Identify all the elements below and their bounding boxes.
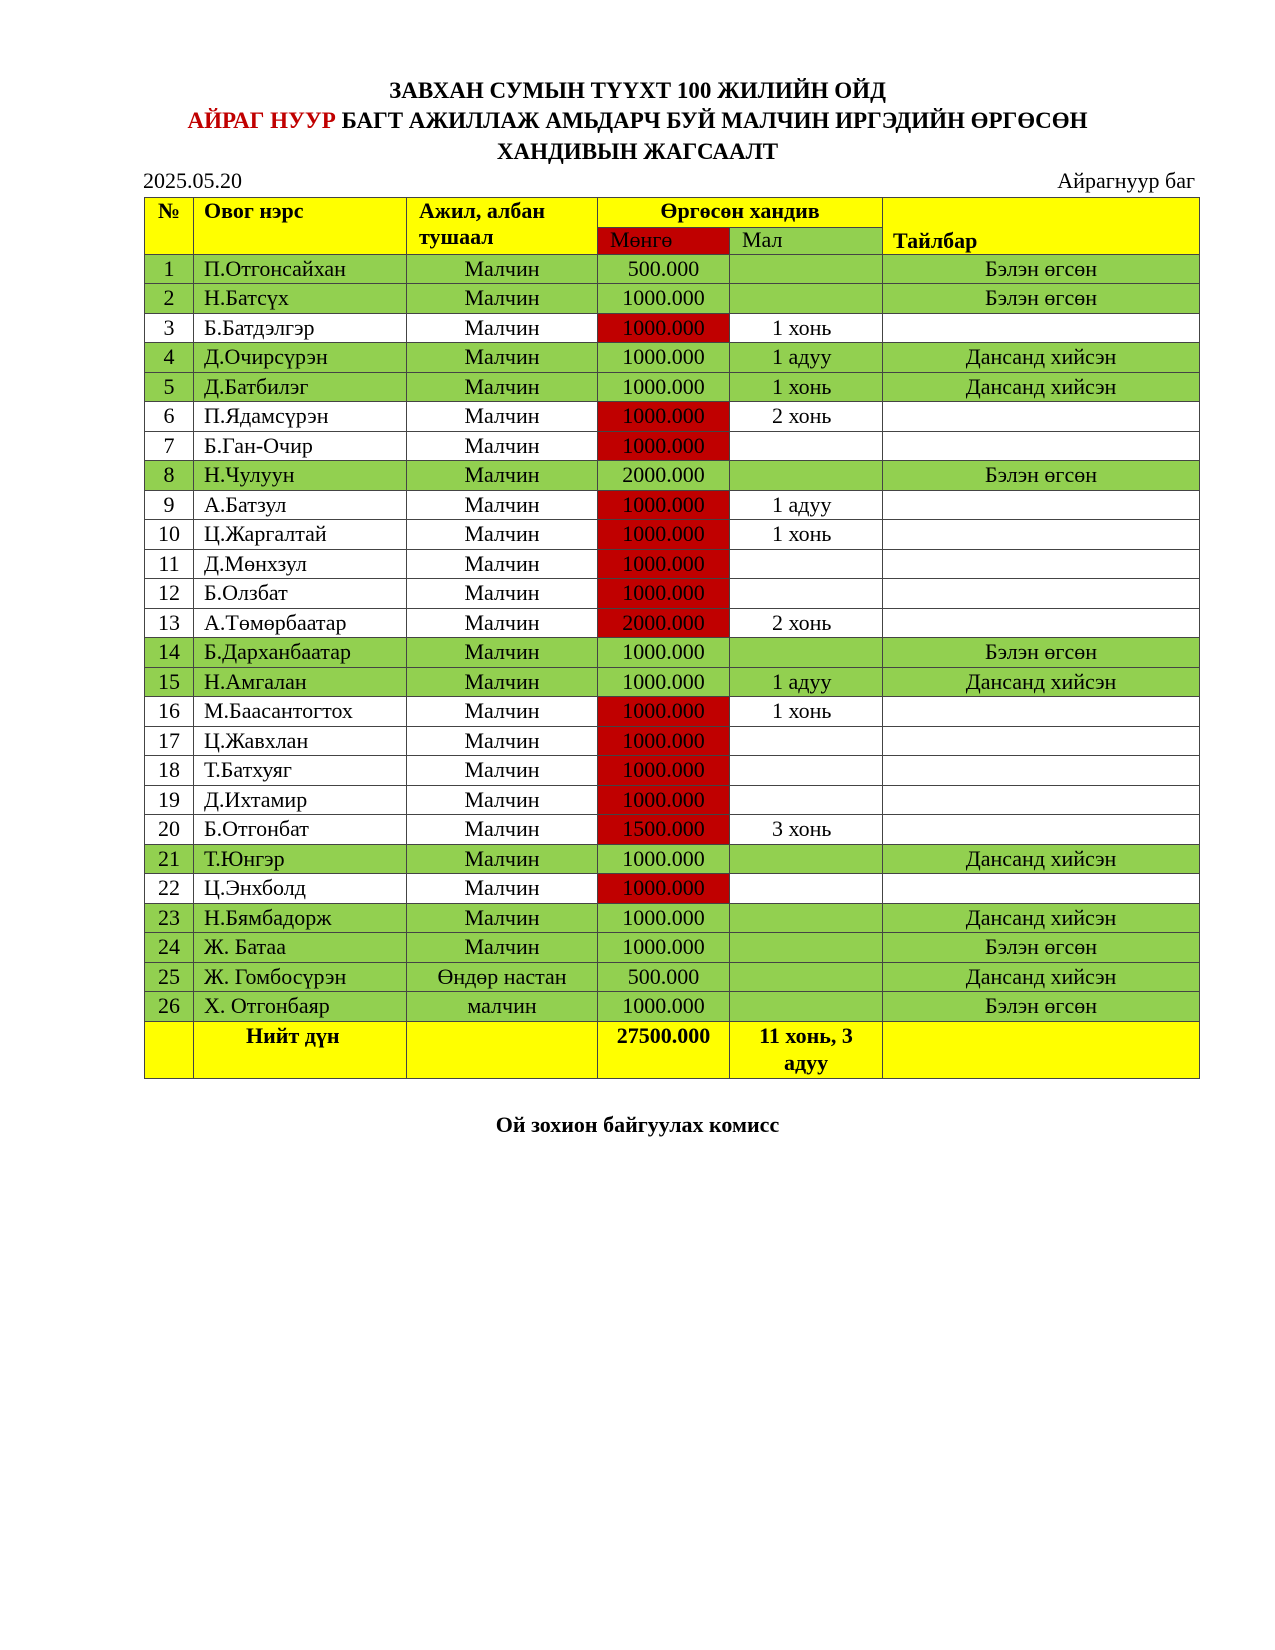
row-livestock [730, 549, 883, 579]
row-job: Малчин [407, 579, 598, 609]
row-money: 1000.000 [598, 431, 730, 461]
total-note-empty [883, 1021, 1200, 1078]
row-num: 21 [145, 844, 194, 874]
row-note: Бэлэн өгсөн [883, 992, 1200, 1022]
row-job: Малчин [407, 313, 598, 343]
row-money: 1000.000 [598, 933, 730, 963]
row-livestock: 1 адуу [730, 490, 883, 520]
row-num: 9 [145, 490, 194, 520]
row-money: 1000.000 [598, 490, 730, 520]
row-money: 1000.000 [598, 726, 730, 756]
row-job: Малчин [407, 933, 598, 963]
row-note [883, 785, 1200, 815]
row-livestock: 1 хонь [730, 697, 883, 727]
row-name: Б.Батдэлгэр [194, 313, 407, 343]
row-note: Дансанд хийсэн [883, 962, 1200, 992]
row-name: Б.Олзбат [194, 579, 407, 609]
row-name: А.Батзул [194, 490, 407, 520]
row-num: 6 [145, 402, 194, 432]
row-note: Бэлэн өгсөн [883, 638, 1200, 668]
row-name: Ц.Жавхлан [194, 726, 407, 756]
row-note: Дансанд хийсэн [883, 343, 1200, 373]
header-donation: Өргөсөн хандив [598, 198, 883, 228]
table-row [145, 254, 1200, 284]
table-row [145, 608, 1200, 638]
row-note [883, 726, 1200, 756]
title-highlight: АЙРАГ НУУР [187, 108, 336, 133]
row-money: 1000.000 [598, 313, 730, 343]
row-money: 1000.000 [598, 372, 730, 402]
header-row-1 [145, 198, 1200, 228]
row-livestock [730, 284, 883, 314]
table-row [145, 431, 1200, 461]
row-job: Малчин [407, 785, 598, 815]
table-row [145, 903, 1200, 933]
table-row [145, 343, 1200, 373]
row-note [883, 756, 1200, 786]
row-num: 14 [145, 638, 194, 668]
row-job: Өндөр настан [407, 962, 598, 992]
row-livestock [730, 756, 883, 786]
row-note [883, 579, 1200, 609]
row-num: 12 [145, 579, 194, 609]
row-num: 19 [145, 785, 194, 815]
row-job: Малчин [407, 402, 598, 432]
row-num: 5 [145, 372, 194, 402]
table-row [145, 579, 1200, 609]
row-num: 15 [145, 667, 194, 697]
row-name: Б.Дарханбаатар [194, 638, 407, 668]
row-name: Н.Чулуун [194, 461, 407, 491]
row-note: Дансанд хийсэн [883, 372, 1200, 402]
row-livestock [730, 962, 883, 992]
title-line-3: ХАНДИВЫН ЖАГСААЛТ [496, 139, 779, 164]
document-date: 2025.05.20 [143, 168, 242, 193]
row-note: Дансанд хийсэн [883, 844, 1200, 874]
table-row [145, 313, 1200, 343]
total-num-empty [145, 1021, 194, 1078]
row-name: П.Отгонсайхан [194, 254, 407, 284]
row-money: 500.000 [598, 254, 730, 284]
table-row [145, 874, 1200, 904]
table-row [145, 667, 1200, 697]
row-livestock: 1 хонь [730, 372, 883, 402]
row-money: 2000.000 [598, 608, 730, 638]
row-money: 1000.000 [598, 579, 730, 609]
header-money: Мөнгө [598, 227, 730, 254]
row-num: 22 [145, 874, 194, 904]
row-note [883, 608, 1200, 638]
row-livestock [730, 461, 883, 491]
row-num: 16 [145, 697, 194, 727]
row-job: Малчин [407, 667, 598, 697]
row-name: А.Төмөрбаатар [194, 608, 407, 638]
row-money: 1000.000 [598, 402, 730, 432]
table-row [145, 756, 1200, 786]
header-job: Ажил, албан тушаал [407, 198, 598, 255]
row-name: Ц.Энхболд [194, 874, 407, 904]
row-livestock: 1 хонь [730, 520, 883, 550]
row-name: Ж. Батаа [194, 933, 407, 963]
row-name: Х. Отгонбаяр [194, 992, 407, 1022]
row-livestock [730, 903, 883, 933]
row-note [883, 874, 1200, 904]
row-job: Малчин [407, 343, 598, 373]
row-livestock: 2 хонь [730, 402, 883, 432]
table-row [145, 461, 1200, 491]
row-money: 1000.000 [598, 520, 730, 550]
row-note [883, 815, 1200, 845]
row-livestock [730, 933, 883, 963]
row-num: 11 [145, 549, 194, 579]
row-job: Малчин [407, 549, 598, 579]
row-note: Бэлэн өгсөн [883, 461, 1200, 491]
table-row [145, 402, 1200, 432]
row-money: 1000.000 [598, 697, 730, 727]
row-money: 1000.000 [598, 343, 730, 373]
table-row [145, 638, 1200, 668]
row-money: 1000.000 [598, 874, 730, 904]
row-name: Т.Юнгэр [194, 844, 407, 874]
header-num: № [145, 198, 194, 255]
row-job: Малчин [407, 461, 598, 491]
row-job: Малчин [407, 254, 598, 284]
row-job: Малчин [407, 284, 598, 314]
table-row [145, 933, 1200, 963]
row-name: Д.Мөнхзул [194, 549, 407, 579]
row-job: Малчин [407, 490, 598, 520]
table-row [145, 785, 1200, 815]
row-livestock: 3 хонь [730, 815, 883, 845]
row-num: 13 [145, 608, 194, 638]
document-place: Айрагнуур баг [1057, 168, 1195, 193]
row-livestock [730, 638, 883, 668]
header-livestock: Мал [730, 227, 883, 254]
row-money: 1500.000 [598, 815, 730, 845]
row-name: Т.Батхуяг [194, 756, 407, 786]
row-name: П.Ядамсүрэн [194, 402, 407, 432]
table-row [145, 697, 1200, 727]
total-row [145, 1021, 1200, 1078]
table-row [145, 490, 1200, 520]
total-livestock: 11 хонь, 3 адуу [730, 1021, 883, 1078]
row-num: 10 [145, 520, 194, 550]
row-livestock [730, 431, 883, 461]
row-livestock [730, 785, 883, 815]
row-num: 4 [145, 343, 194, 373]
total-job-empty [407, 1021, 598, 1078]
row-note [883, 697, 1200, 727]
row-name: Н.Бямбадорж [194, 903, 407, 933]
row-job: Малчин [407, 372, 598, 402]
row-job: Малчин [407, 815, 598, 845]
row-name: Б.Отгонбат [194, 815, 407, 845]
row-job: Малчин [407, 726, 598, 756]
row-note: Дансанд хийсэн [883, 667, 1200, 697]
row-note: Бэлэн өгсөн [883, 284, 1200, 314]
row-money: 2000.000 [598, 461, 730, 491]
total-label: Нийт дүн [194, 1021, 407, 1078]
row-name: Ж. Гомбосүрэн [194, 962, 407, 992]
row-note [883, 490, 1200, 520]
row-name: М.Баасантогтох [194, 697, 407, 727]
row-name: Ц.Жаргалтай [194, 520, 407, 550]
row-num: 2 [145, 284, 194, 314]
row-money: 1000.000 [598, 903, 730, 933]
row-name: Д.Очирсүрэн [194, 343, 407, 373]
table-row [145, 549, 1200, 579]
row-num: 23 [145, 903, 194, 933]
row-name: Д.Батбилэг [194, 372, 407, 402]
row-job: Малчин [407, 903, 598, 933]
row-note [883, 431, 1200, 461]
row-num: 24 [145, 933, 194, 963]
table-row [145, 372, 1200, 402]
total-money: 27500.000 [598, 1021, 730, 1078]
row-money: 1000.000 [598, 992, 730, 1022]
table-row [145, 284, 1200, 314]
row-job: Малчин [407, 431, 598, 461]
row-name: Б.Ган-Очир [194, 431, 407, 461]
row-num: 3 [145, 313, 194, 343]
row-job: Малчин [407, 697, 598, 727]
row-money: 1000.000 [598, 844, 730, 874]
row-note [883, 313, 1200, 343]
table-row [145, 726, 1200, 756]
row-num: 20 [145, 815, 194, 845]
row-name: Д.Ихтамир [194, 785, 407, 815]
table-row [145, 962, 1200, 992]
row-livestock [730, 844, 883, 874]
title-line-2-rest: БАГТ АЖИЛЛАЖ АМЬДАРЧ БУЙ МАЛЧИН ИРГЭДИЙН ӨРГӨСӨН [335, 108, 1088, 133]
row-job: Малчин [407, 756, 598, 786]
row-livestock [730, 726, 883, 756]
title-line-2 [0, 106, 1275, 136]
row-num: 8 [145, 461, 194, 491]
row-note: Бэлэн өгсөн [883, 933, 1200, 963]
row-note [883, 520, 1200, 550]
row-livestock: 2 хонь [730, 608, 883, 638]
row-job: малчин [407, 992, 598, 1022]
row-money: 500.000 [598, 962, 730, 992]
table-row [145, 520, 1200, 550]
row-job: Малчин [407, 844, 598, 874]
row-num: 7 [145, 431, 194, 461]
row-money: 1000.000 [598, 667, 730, 697]
row-money: 1000.000 [598, 785, 730, 815]
row-livestock [730, 254, 883, 284]
header-note: Тайлбар [883, 198, 1200, 255]
commission-signature: Ой зохион байгуулах комисс [495, 1112, 780, 1137]
row-livestock [730, 874, 883, 904]
row-num: 17 [145, 726, 194, 756]
row-livestock: 1 адуу [730, 343, 883, 373]
row-note: Бэлэн өгсөн [883, 254, 1200, 284]
row-job: Малчин [407, 638, 598, 668]
row-livestock: 1 адуу [730, 667, 883, 697]
row-money: 1000.000 [598, 549, 730, 579]
table-row [145, 844, 1200, 874]
table-row [145, 992, 1200, 1022]
row-money: 1000.000 [598, 284, 730, 314]
row-name: Н.Батсүх [194, 284, 407, 314]
row-money: 1000.000 [598, 756, 730, 786]
row-note [883, 402, 1200, 432]
donation-table [144, 197, 1200, 1079]
row-num: 18 [145, 756, 194, 786]
table-row [145, 815, 1200, 845]
row-job: Малчин [407, 874, 598, 904]
row-name: Н.Амгалан [194, 667, 407, 697]
row-job: Малчин [407, 608, 598, 638]
row-num: 25 [145, 962, 194, 992]
header-name: Овог нэрс [194, 198, 407, 255]
row-num: 1 [145, 254, 194, 284]
row-note: Дансанд хийсэн [883, 903, 1200, 933]
row-livestock: 1 хонь [730, 313, 883, 343]
row-livestock [730, 992, 883, 1022]
row-job: Малчин [407, 520, 598, 550]
row-money: 1000.000 [598, 638, 730, 668]
row-num: 26 [145, 992, 194, 1022]
title-line-1: ЗАВХАН СУМЫН ТҮҮХТ 100 ЖИЛИЙН ОЙД [389, 78, 886, 103]
row-livestock [730, 579, 883, 609]
row-note [883, 549, 1200, 579]
